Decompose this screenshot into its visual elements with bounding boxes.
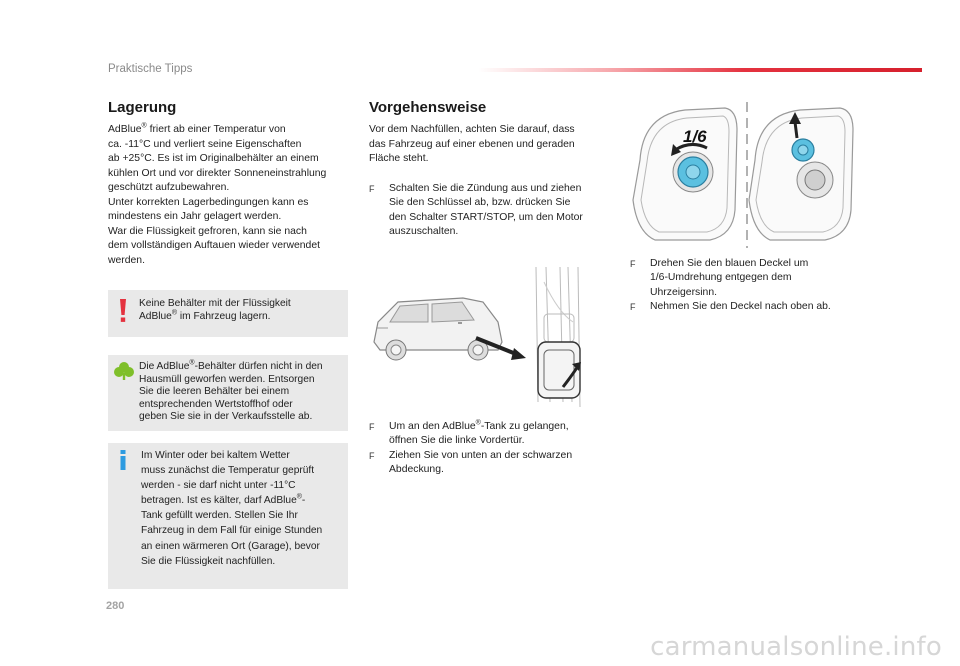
info-box (108, 443, 348, 589)
lagerung-line: ca. -11°C und verliert seine Eigenschaften (108, 138, 302, 150)
environment-line: Hausmüll geworfen werden. Entsorgen (139, 373, 315, 385)
bullet-marker: F (369, 422, 375, 432)
step-line: 1/6-Umdrehung entgegen dem (650, 272, 792, 284)
warning-line: AdBlue® im Fahrzeug lagern. (139, 309, 271, 322)
lagerung-line: ab +25°C. Es ist im Originalbehälter an einem (108, 153, 319, 164)
bullet-marker: F (630, 301, 636, 312)
info-line: an einen wärmeren Ort (Garage), bevor (141, 540, 320, 552)
step-line: Drehen Sie den blauen Deckel um (650, 258, 809, 269)
lagerung-line: werden. (108, 254, 145, 266)
warning-line: Keine Behälter mit der Flüssigkeit (139, 298, 291, 309)
info-line: Im Winter oder bei kaltem Wetter (141, 450, 290, 461)
step-text (389, 420, 569, 449)
info-line: Fahrzeug in dem Fall für einige Stunden (141, 525, 323, 537)
environment-line: Sie die leeren Behälter bei einem (139, 386, 290, 397)
bullet-marker: F (369, 450, 375, 461)
intro-line: Vor dem Nachfüllen, achten Sie darauf, dass (369, 124, 575, 135)
cap-rotation-label: 1/6 (683, 127, 707, 146)
lagerung-paragraph (108, 123, 353, 268)
step-line: Um an den AdBlue®-Tank zu gelangen, (389, 419, 569, 432)
info-line: Sie die Flüssigkeit nachfüllen. (141, 555, 276, 567)
step-line: Nehmen Sie den Deckel nach oben ab. (650, 300, 831, 312)
step-ignition-off (369, 182, 614, 239)
info-line: werden - sie darf nicht unter -11°C (141, 480, 296, 492)
lagerung-line: geschützt aufzubewahren. (108, 182, 230, 193)
info-text (141, 448, 322, 569)
adblue-cap-illustration (625, 100, 870, 250)
step-line: auszuschalten. (389, 225, 459, 237)
step-line: Schalten Sie die Zündung aus und ziehen (389, 183, 582, 194)
van-door-illustration (368, 262, 608, 412)
lagerung-line: AdBlue® friert ab einer Temperatur von (108, 122, 286, 135)
info-line: Tank gefüllt werden. Stellen Sie Ihr (141, 510, 298, 522)
page-number: 280 (106, 600, 125, 612)
lagerung-line: Unter korrekten Lagerbedingungen kann es (108, 196, 309, 208)
intro-line: das Fahrzeug auf einer ebenen und geraden (369, 138, 575, 150)
warning-text (139, 297, 291, 323)
step-text (650, 257, 808, 300)
info-line: betragen. Ist es kälter, darf AdBlue®- (141, 493, 306, 507)
bullet-marker: F (630, 259, 636, 269)
step-text (389, 449, 572, 478)
vorgehensweise-intro (369, 123, 609, 167)
step-line: den Schalter START/STOP, um den Motor (389, 211, 583, 223)
step-open-door (369, 420, 614, 477)
lagerung-line: dem vollständigen Auftauen wieder verwendet (108, 240, 320, 251)
lagerung-line: kühlen Ort und vor direkter Sonneneinstrahlung (108, 167, 327, 179)
lagerung-line: mindestens ein Jahr gelagert werden. (108, 211, 282, 222)
lagerung-heading: Lagerung (108, 99, 177, 116)
environment-box (108, 355, 348, 431)
environment-line: geben Sie sie in der Verkaufsstelle ab. (139, 411, 313, 422)
intro-line: Fläche steht. (369, 153, 429, 164)
exclamation-icon (117, 298, 129, 324)
environment-text (139, 361, 323, 424)
step-line: Uhrzeigersinn. (650, 286, 717, 298)
step-line: Abdeckung. (389, 463, 444, 475)
environment-line: Die AdBlue®-Behälter dürfen nicht in den (139, 359, 323, 372)
leaf-icon (114, 361, 134, 381)
step-text (650, 300, 831, 314)
step-rotate-cap (630, 257, 870, 314)
info-icon (118, 450, 128, 470)
header-accent-bar (478, 68, 922, 72)
section-title: Praktische Tipps (108, 63, 193, 75)
step-line: öffnen Sie die linke Vordertür. (389, 435, 525, 447)
bullet-marker: F (369, 184, 375, 194)
info-line: muss zunächst die Temperatur geprüft (141, 465, 315, 477)
step-line: Ziehen Sie von unten an der schwarzen (389, 449, 573, 461)
footer-watermark[interactable]: carmanualsonline.info (650, 632, 942, 662)
warning-box (108, 290, 348, 337)
step-text (389, 182, 583, 239)
step-line: Sie den Schlüssel ab, bzw. drücken Sie (389, 197, 571, 209)
vorgehensweise-heading: Vorgehensweise (369, 99, 487, 116)
environment-line: entsprechenden Wertstoffhof oder (139, 398, 293, 410)
lagerung-line: War die Flüssigkeit gefroren, kann sie nach (108, 225, 307, 237)
